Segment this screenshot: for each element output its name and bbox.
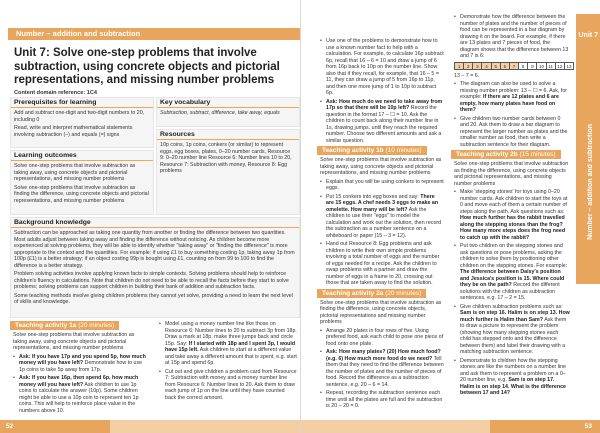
- activity-1a-bullet-1: • Ask: If you have 17p and you spend 5p, how much money will you have left? Demonstrate how to use 1p coins to take 5p away from 17p.: [13, 354, 149, 374]
- bar-diagram-equation: 13 – 7 = 6.: [454, 72, 480, 79]
- background-paragraph-3: Some teaching methods involve giving children problems they cannot yet solve, providing a need to learn the next level of skills and knowledge.: [14, 292, 293, 305]
- activity-1a-bullet-4: • Cut out and give children a problem card from Resource 7: Subtraction with money and a money number line from Resource 6: Number lines to 20. Ask them to draw each jump of 1p on the line until they have counted back the correct amount.: [159, 369, 297, 402]
- r1-bullet-8: • Repeat, recording the subtraction sentence each time until all the plates are full and the subtraction is 20 – 20 = 0.: [320, 390, 444, 410]
- bar-diagram-cell: 13: [566, 63, 572, 69]
- prerequisites-heading: Prerequisites for learning: [11, 98, 153, 108]
- footer-stripe-right: [301, 420, 491, 433]
- background-paragraph-1: Subtraction can be approached as taking one quantity from another or finding the difference between two quantities. Most adults adjust between taking away and finding the difference without noticing. As children become more experienced at solving problems, they will be able to identify whether "taking away" or "finding the difference" is more appropriate to the context and the quantities. For example: if using £1 to buy something costing 1p, taking away 1p from 100p (£1) is a better strategy; if an object costing 99p is bought using £1, counting on from 99 to 100 to find the difference is a better strategy.: [14, 230, 295, 269]
- r1-bullet-3: • Explain that you will be using conkers to represent eggs.: [320, 179, 444, 192]
- resources-text: 10p coins, 1p coins, conkers (or similar) to represent eggs, egg boxes, plates, 0–20 number cards, Resource 9: 0–20 number line Resource 6: Number lines 10 to 20, Resource 7: Subtraction with money, Resource 8: Egg problems: [160, 142, 292, 174]
- bar-diagram-cell: 12: [556, 63, 565, 69]
- prerequisites-box: [10, 97, 154, 148]
- background-knowledge-box: [10, 217, 300, 318]
- page-number-left: 52: [0, 420, 110, 433]
- bar-diagram-cell: 1: [455, 63, 464, 69]
- bar-diagram-cell: 4: [482, 63, 491, 69]
- teaching-activity-2b-label: Teaching activity 2b (15 minutes): [451, 150, 561, 159]
- activity-1a-bullet-3: • Model using a money number line like those on Resource 6: Number lines to 20 to subtract 3p from 18p. Draw a mark at 18p, make three jumps back and circle 15p. Say: If I started with 18p and I spent 3p, I would have 15p left. Ask children to start at a different value and take away a different amount that is spent, e.g. start at 15p and spend 6p.: [159, 321, 297, 367]
- background-paragraph-2: Problem solving activities involve applying known facts to simple contexts. Solving problems should help to reinforce children's fluency in calculations. Note that children do not need to be able to recall the facts before they start to solve problems; solving problems can support children in building their bank of addition and subtraction facts.: [14, 271, 289, 290]
- activity-1a-intro: Solve one-step problems that involve subtraction as taking away, using concrete objects and pictorial representations, and missing number problems: [13, 332, 135, 351]
- side-tab: [576, 14, 600, 284]
- r1-bullet-6: • Arrange 20 plates in four rows of five. Using prefered food, ask each child to pose one piece of food onto one plate.: [320, 328, 444, 348]
- r1-bullet-7: • Ask: How many plates? (20) How much food? (e.g. 6) How much more food do we need? Tell them that they need to find the difference between the number of plates and the number of pieces of food. Record the difference as a subtraction sentence, e.g. 20 – 6 = 14.: [320, 349, 444, 388]
- r2-bullet-5: • Put two children on the stepping stones and ask questions or pose problems, asking the children to solve them by positioning other children on the stepping stones. For example: The difference between Daisy's position and Jessica's position is 15. Where could they be on the path? Record the different solutions with the children as subtraction sentences, e.g. 17 – 2 = 15.: [454, 243, 570, 302]
- r1-bullet-5: • Hand out Resource 8: Egg problems and ask children to write their own simple problems involving a total number of eggs and the number of eggs needed for a recipe. Ask the children to swap problems with a partner and draw the number of eggs in a frame to 20, crossing out those that are taken away to find the solution.: [320, 241, 444, 287]
- bar-diagram-cell: 11: [547, 63, 556, 69]
- bar-diagram-cell: 10: [537, 63, 546, 69]
- teaching-activity-1a-right: [156, 321, 300, 403]
- bar-diagram-cell: 3: [473, 63, 482, 69]
- r2-bullet-2: • The diagram can also be used to solve a missing number problem: 13 – ☐ = 6. Ask, for example: If there are 12 plates and 6 are empty, how many plates have food on them?: [454, 81, 570, 114]
- right-column-2: [451, 14, 573, 399]
- unit-title: Unit 7: Solve one-step problems that involve subtraction, using concrete objects and pictorial representations, and missing number problems: [14, 47, 280, 86]
- teaching-activity-1a-left: [10, 321, 152, 416]
- prerequisites-text-1: Add and subtract one-digit and two-digit numbers to 20, including 0: [14, 110, 145, 123]
- section-header-bar: [8, 28, 300, 40]
- side-tab-section: Number – addition and subtraction: [587, 124, 594, 240]
- side-tab-unit: Unit 7: [578, 32, 598, 39]
- right-page: [300, 0, 600, 433]
- resources-heading: Resources: [157, 130, 299, 140]
- section-header: Number – addition and subtraction: [16, 29, 141, 38]
- r2-bullet-6: • Give children subtraction problems such as: Sam is on step 16. Halim is on step 13. How much further is Halim than Sam? Ask them to draw a picture to represent the problem (showing how many stepping stones each child has stepped onto and the difference between them) and label their drawing with a matching subtraction sentence.: [454, 304, 570, 356]
- r2-bullet-7: • Demonstrate to children how the stepping stones are like the numbers on a number line and ask them to represent a problem on a 0–20 number line, e.g. Sam is on step 17. Halim is on step 14. What is the difference between 17 and 14?: [454, 358, 570, 397]
- learning-outcomes-heading: Learning outcomes: [11, 151, 153, 161]
- key-vocabulary-box: [156, 97, 300, 127]
- learning-outcomes-text-1: Solve one-step problems that involve subtraction as taking away, using concrete objects and pictorial representations, and missing number problems: [14, 163, 136, 182]
- r1-bullet-4: • Put 15 conkers into egg boxes and say: There are 15 eggs. A chef needs 3 eggs to make an omelette. How many will be left? Ask the children to use their "eggs" to model the calculation and work out the solution, then record the subtraction as a number sentence on a whiteboard or paper (15 – 3 = 12).: [320, 194, 444, 240]
- bar-diagram-cell: 9: [528, 63, 537, 69]
- bar-diagram-cell: 8: [519, 63, 528, 69]
- activity-2a-intro: Solve one-step problems that involve subtraction as finding the difference, using concrete objects, pictorial representations and missing number problems: [320, 299, 442, 325]
- activity-1b-intro: Solve one-step problems that involve subtraction as taking away, using concrete objects and pictorial representations, and missing number problems: [320, 157, 442, 176]
- activity-1a-bullet-2: • Ask: If you have 16p, then spend 6p, how much money will you have left? Ask children to use 1p coins to calculate the answer (10p). Some children might be able to use a 10p coin to represent ten 1p coins. This will help to reinforce place value in the numbers above 10.: [13, 375, 149, 414]
- bar-diagram: [454, 62, 574, 70]
- r2-bullet-3: • Give children two number cards between 0 and 20. Ask them to draw a bar diagram to represent the larger number as plates and the smaller number as food, then write a subtraction sentence for their diagram.: [454, 116, 570, 149]
- teaching-activity-1a-label: Teaching activity 1a (20 minutes): [10, 321, 119, 330]
- bar-diagram-cell: 6: [501, 63, 510, 69]
- key-vocabulary-text: Subtraction, subtract, difference, take away, equals: [160, 110, 280, 116]
- r2-bullet-4: • Make 'stepping stones' for toys using 0–20 number cards. Ask children to start the toys at 0 and move each of them a certain number of steps along the path. Ask questions such as: How much further has the rabbit travelled along the stepping stones than the frog? How many more steps does the frog need to catch up with the rabbit?: [454, 189, 570, 241]
- activity-2b-intro: Solve one-step problems that involve subtraction as finding the difference, using concrete objects and pictorial representations, and missing number problems: [454, 161, 569, 187]
- page-number-right: 53: [490, 420, 600, 433]
- bar-diagram-cell: 5: [492, 63, 501, 69]
- learning-outcomes-box: [10, 150, 154, 215]
- prerequisites-text-2: Read, write and interpret mathematical statements involving subtraction (–) and equals (=) signs: [14, 125, 133, 138]
- r1-bullet-1: • Use one of the problems to demonstrate how to use a known number fact to help with a calculation. For example, to calculate 16p subtract 6p, recall that 16 – 6 = 10 and draw a jump of 6 from 16p back to 10p on the number line. Show also that if they recall, for example, that 16 – 5 = 11, they can draw a jump of 5 from 16p to 11p, and then one more jump of 1 to 10p to subtract 6p.: [320, 38, 444, 97]
- r1-bullet-2: • Ask: How much do we need to take away from 17p so that there will be 10p left? Record the question in the format 17 – ☐ = 10. Ask the children to count back along their number line in 1s, drawing jumps, until they reach the required number. Choose two different amounts and ask a similar question.: [320, 99, 444, 145]
- resources-box: [156, 129, 300, 215]
- bar-diagram-cell: 7: [510, 63, 519, 69]
- footer-stripe-left: [110, 420, 306, 433]
- background-knowledge-heading: Background knowledge: [11, 218, 299, 228]
- right-column-1: [317, 38, 447, 412]
- r2-bullet-1: • Demonstrate how the difference between the number of plates and the number of pieces of food can be represented in a bar diagram by drawing it on the board. For example, if there are 13 plates and 7 pieces of food, the diagram shows that the difference between 13 and 7 is 6:: [454, 14, 570, 60]
- content-domain: Content domain reference: 1C4: [14, 90, 97, 96]
- key-vocabulary-heading: Key vocabulary: [157, 98, 299, 108]
- bar-diagram-cell: 2: [464, 63, 473, 69]
- teaching-activity-1b-label: Teaching activity 1b (10 minutes): [317, 146, 427, 155]
- teaching-activity-2a-label: Teaching activity 2a (20 minutes): [317, 289, 426, 298]
- learning-outcomes-text-2: Solve one-step problems that involve subtraction as finding the difference, using concrete objects and pictorial representations, and missing number problems: [14, 184, 149, 204]
